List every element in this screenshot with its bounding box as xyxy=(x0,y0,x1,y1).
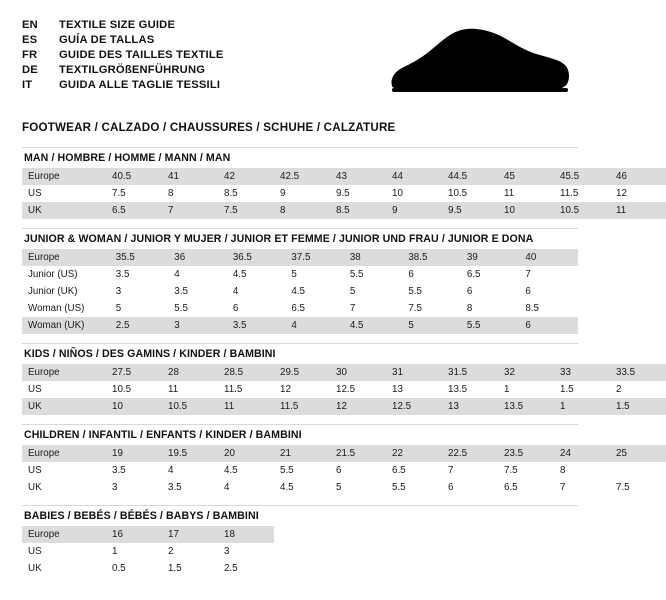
size-table-kids xyxy=(22,364,666,415)
language-title: GUIDA ALLE TAGLIE TESSILI xyxy=(59,79,221,91)
cell: 46 xyxy=(610,168,666,185)
cell: 12 xyxy=(330,398,386,415)
cell: 5 xyxy=(115,303,122,314)
section-title: KIDS / NIÑOS / DES GAMINS / KINDER / BAMBINI xyxy=(22,343,578,364)
cell: 8 xyxy=(274,202,330,219)
cell: 32 xyxy=(498,364,554,381)
row-label: US xyxy=(28,546,42,557)
cell: 2.5 xyxy=(110,317,169,334)
cell: 6.5 xyxy=(291,303,305,314)
cell: 6 xyxy=(336,465,342,476)
cell: 2.5 xyxy=(224,563,238,574)
cell: 38 xyxy=(344,249,403,266)
size-table-junior-woman xyxy=(22,249,578,334)
cell: 5.5 xyxy=(461,317,520,334)
row-label: Junior (US) xyxy=(28,269,78,280)
cell: 3.5 xyxy=(168,482,182,493)
cell: 31.5 xyxy=(442,364,498,381)
cell: 11 xyxy=(168,384,179,395)
cell: 43 xyxy=(330,168,386,185)
cell: 45 xyxy=(498,168,554,185)
cell: 8 xyxy=(168,188,174,199)
cell: 4.5 xyxy=(224,465,238,476)
cell: 5.5 xyxy=(174,303,188,314)
row-label: Woman (US) xyxy=(28,303,85,314)
cell: 13.5 xyxy=(448,384,468,395)
section-title: MAN / HOMBRE / HOMME / MANN / MAN xyxy=(22,147,578,168)
cell: 28 xyxy=(162,364,218,381)
cell: 3.5 xyxy=(227,317,286,334)
cell: 10.5 xyxy=(554,202,610,219)
cell: 9 xyxy=(386,202,442,219)
cell: 12 xyxy=(280,384,291,395)
table-row xyxy=(22,168,666,185)
cell: 12.5 xyxy=(386,398,442,415)
cell xyxy=(610,462,666,479)
cell: 35.5 xyxy=(110,249,169,266)
row-label: US xyxy=(28,384,42,395)
cell: 1 xyxy=(554,398,610,415)
cell: 5.5 xyxy=(349,269,364,280)
cell: 39 xyxy=(461,249,520,266)
language-code: FR xyxy=(22,49,38,61)
cell: 36.5 xyxy=(227,249,286,266)
cell: 5 xyxy=(402,317,461,334)
section-babies xyxy=(22,505,578,577)
row-label: UK xyxy=(22,398,106,415)
table-row xyxy=(22,526,274,543)
cell: 4.5 xyxy=(344,317,403,334)
cell: 21 xyxy=(274,445,330,462)
cell: 25 xyxy=(610,445,666,462)
cell: 21.5 xyxy=(330,445,386,462)
section-title: CHILDREN / INFANTIL / ENFANTS / KINDER / BAMBINI xyxy=(22,424,578,445)
cell: 13.5 xyxy=(498,398,554,415)
cell: 40.5 xyxy=(106,168,162,185)
cell: 3 xyxy=(115,286,122,297)
cell: 7 xyxy=(448,465,454,476)
cell: 3.5 xyxy=(115,269,130,280)
language-title-list xyxy=(22,18,224,92)
cell: 1.5 xyxy=(560,384,574,395)
cell: 22.5 xyxy=(442,445,498,462)
cell: 8 xyxy=(560,465,566,476)
cell: 5.5 xyxy=(408,286,422,297)
size-table-babies xyxy=(22,526,274,577)
language-code: ES xyxy=(22,34,38,46)
cell: 7.5 xyxy=(112,188,126,199)
cell: 42 xyxy=(218,168,274,185)
language-title: GUÍA DE TALLAS xyxy=(59,34,155,46)
language-row xyxy=(22,63,224,77)
dress-shoe-icon xyxy=(380,24,570,104)
cell: 12.5 xyxy=(336,384,356,395)
row-label: Europe xyxy=(22,364,106,381)
cell: 7 xyxy=(560,482,566,493)
cell: 10 xyxy=(106,398,162,415)
cell: 3.5 xyxy=(174,286,188,297)
cell: 18 xyxy=(218,526,274,543)
cell: 23.5 xyxy=(498,445,554,462)
cell: 4 xyxy=(168,465,174,476)
cell: 4.5 xyxy=(291,286,305,297)
table-row xyxy=(22,185,666,202)
cell: 24 xyxy=(554,445,610,462)
cell: 11.5 xyxy=(560,188,579,199)
cell: 2 xyxy=(168,546,174,557)
cell: 11 xyxy=(218,398,274,415)
cell: 42.5 xyxy=(274,168,330,185)
cell: 10.5 xyxy=(162,398,218,415)
footwear-category-line: FOOTWEAR / CALZADO / CHAUSSURES / SCHUHE / CALZATURE xyxy=(22,121,396,134)
table-row xyxy=(22,317,578,334)
cell: 11 xyxy=(504,188,515,199)
section-title: BABIES / BEBÉS / BÉBÉS / BABYS / BAMBINI xyxy=(22,505,578,526)
cell: 3 xyxy=(112,482,118,493)
cell: 1.5 xyxy=(168,563,182,574)
table-row xyxy=(22,560,274,577)
language-title: TEXTILE SIZE GUIDE xyxy=(59,19,176,31)
table-row xyxy=(22,300,578,317)
cell: 41 xyxy=(162,168,218,185)
cell: 6.5 xyxy=(392,465,406,476)
cell: 13 xyxy=(392,384,403,395)
table-row xyxy=(22,462,666,479)
row-label: Europe xyxy=(22,249,110,266)
language-title: TEXTILGRÖßENFÜHRUNG xyxy=(59,64,206,76)
cell: 7.5 xyxy=(504,465,518,476)
section-kids xyxy=(22,343,636,415)
cell: 9 xyxy=(280,188,286,199)
cell: 6 xyxy=(519,317,578,334)
cell: 7 xyxy=(162,202,218,219)
cell: 6 xyxy=(408,269,414,280)
cell: 11.5 xyxy=(224,384,243,395)
cell: 40 xyxy=(519,249,578,266)
cell: 3 xyxy=(168,317,227,334)
table-row xyxy=(22,202,666,219)
table-row xyxy=(22,543,274,560)
cell: 22 xyxy=(386,445,442,462)
table-row xyxy=(22,398,666,415)
cell: 4 xyxy=(232,286,239,297)
language-row xyxy=(22,48,224,62)
cell: 12 xyxy=(616,188,627,199)
size-table-man xyxy=(22,168,666,219)
cell: 10.5 xyxy=(112,384,132,395)
table-row xyxy=(22,381,666,398)
cell: 9.5 xyxy=(442,202,498,219)
cell: 20 xyxy=(218,445,274,462)
table-row xyxy=(22,266,578,283)
language-row xyxy=(22,33,224,47)
cell: 8.5 xyxy=(525,303,540,314)
row-label: US xyxy=(28,188,42,199)
cell: 37.5 xyxy=(285,249,344,266)
cell: 1 xyxy=(112,546,118,557)
cell: 29.5 xyxy=(274,364,330,381)
cell: 6.5 xyxy=(504,482,518,493)
cell: 13 xyxy=(442,398,498,415)
cell: 33 xyxy=(554,364,610,381)
cell: 8 xyxy=(466,303,473,314)
cell: 6 xyxy=(448,482,454,493)
row-label: Woman (UK) xyxy=(22,317,110,334)
cell: 5.5 xyxy=(280,465,294,476)
section-man xyxy=(22,147,627,219)
cell: 28.5 xyxy=(218,364,274,381)
cell: 6 xyxy=(232,303,239,314)
table-row xyxy=(22,283,578,300)
cell: 33.5 xyxy=(610,364,666,381)
cell: 1.5 xyxy=(610,398,666,415)
cell: 10 xyxy=(392,188,403,199)
language-code: DE xyxy=(22,64,38,76)
cell: 5 xyxy=(291,269,297,280)
cell: 38.5 xyxy=(402,249,461,266)
cell: 1 xyxy=(504,384,510,395)
cell: 8.5 xyxy=(330,202,386,219)
language-code: EN xyxy=(22,19,38,31)
size-table-children xyxy=(22,445,666,496)
cell: 19.5 xyxy=(162,445,218,462)
cell: 0.5 xyxy=(112,563,126,574)
cell: 4.5 xyxy=(232,269,247,280)
cell: 4 xyxy=(224,482,230,493)
cell: 11.5 xyxy=(274,398,330,415)
document-header xyxy=(22,18,578,104)
row-label: UK xyxy=(28,563,42,574)
cell: 19 xyxy=(106,445,162,462)
cell: 11 xyxy=(610,202,666,219)
cell: 36 xyxy=(168,249,227,266)
language-title: GUIDE DES TAILLES TEXTILE xyxy=(59,49,224,61)
cell: 10 xyxy=(498,202,554,219)
cell: 7.5 xyxy=(218,202,274,219)
cell: 30 xyxy=(330,364,386,381)
row-label: Europe xyxy=(22,168,106,185)
table-row xyxy=(22,364,666,381)
section-title: JUNIOR & WOMAN / JUNIOR Y MUJER / JUNIOR ET FEMME / JUNIOR UND FRAU / JUNIOR E DONA xyxy=(22,228,578,249)
row-label: Europe xyxy=(22,526,106,543)
cell: 6.5 xyxy=(106,202,162,219)
language-row xyxy=(22,18,224,32)
cell: 7.5 xyxy=(408,303,422,314)
language-row xyxy=(22,78,224,92)
cell: 44 xyxy=(386,168,442,185)
cell: 2 xyxy=(616,384,622,395)
cell: 7 xyxy=(349,303,356,314)
cell: 17 xyxy=(162,526,218,543)
table-row xyxy=(22,249,578,266)
cell: 45.5 xyxy=(554,168,610,185)
row-label: Junior (UK) xyxy=(28,286,78,297)
cell: 3.5 xyxy=(112,465,126,476)
cell: 7.5 xyxy=(616,482,630,493)
row-label: UK xyxy=(22,202,106,219)
cell: 5 xyxy=(349,286,356,297)
row-label: UK xyxy=(28,482,42,493)
cell: 3 xyxy=(224,546,230,557)
cell: 5 xyxy=(336,482,342,493)
row-label: US xyxy=(28,465,42,476)
cell: 27.5 xyxy=(106,364,162,381)
cell: 4.5 xyxy=(280,482,294,493)
table-row xyxy=(22,479,666,496)
cell: 10.5 xyxy=(448,188,468,199)
cell: 8.5 xyxy=(224,188,238,199)
cell: 16 xyxy=(106,526,162,543)
cell: 5.5 xyxy=(392,482,406,493)
cell: 4 xyxy=(174,269,180,280)
section-children xyxy=(22,424,630,496)
cell: 4 xyxy=(285,317,344,334)
section-junior-woman xyxy=(22,228,578,334)
cell: 7 xyxy=(525,269,531,280)
language-code: IT xyxy=(22,79,33,91)
row-label: Europe xyxy=(22,445,106,462)
table-row xyxy=(22,445,666,462)
cell: 6 xyxy=(466,286,473,297)
cell: 6.5 xyxy=(466,269,481,280)
cell: 44.5 xyxy=(442,168,498,185)
cell: 31 xyxy=(386,364,442,381)
cell: 6 xyxy=(525,286,531,297)
cell: 9.5 xyxy=(336,188,350,199)
